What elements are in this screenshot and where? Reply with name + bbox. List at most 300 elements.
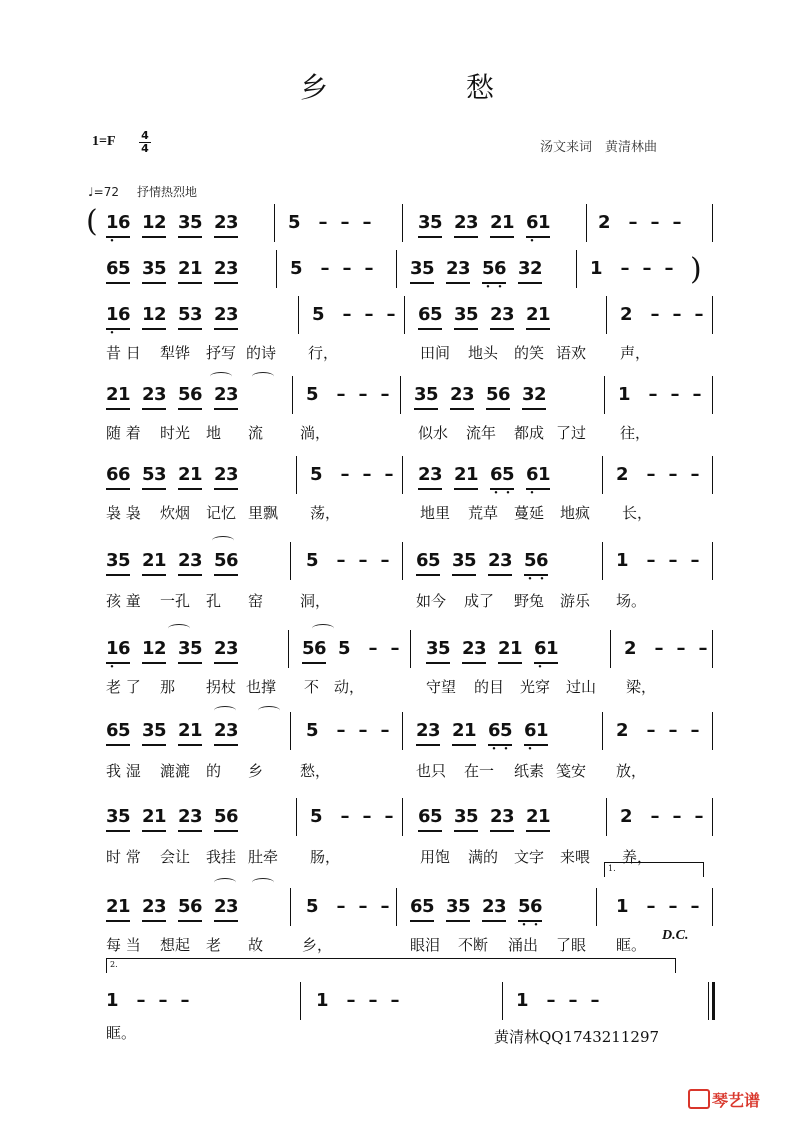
note: 6 [418, 304, 431, 325]
note: 5 [430, 212, 443, 233]
note-group [106, 212, 130, 234]
dash: – [690, 896, 700, 917]
lyric: 炊烟 [160, 504, 191, 522]
note: 2 [142, 896, 155, 917]
tempo-value: ♩=72 [88, 185, 119, 199]
note: 2 [446, 258, 459, 279]
dash: – [646, 550, 656, 571]
note-group [490, 464, 514, 486]
dash: – [340, 464, 350, 485]
dash: – [336, 720, 346, 741]
lyric: 故 [248, 936, 264, 954]
measure [306, 550, 396, 572]
lyric: 会让 [160, 848, 191, 866]
note-group [498, 638, 522, 660]
dash: – [590, 990, 600, 1011]
dash: – [380, 384, 390, 405]
measure [620, 806, 710, 828]
note: 3 [454, 806, 467, 827]
note-group [310, 806, 322, 828]
volta-second-ending: 2. [106, 958, 676, 973]
note-group [454, 304, 478, 326]
lyric: 往， [620, 424, 651, 442]
note: 2 [616, 720, 629, 741]
note-group [522, 384, 546, 406]
dash: – [362, 212, 372, 233]
note: 1 [618, 384, 631, 405]
dash: – [368, 638, 378, 659]
barline [276, 250, 277, 288]
lyric: 放， [616, 762, 647, 780]
measure [106, 638, 250, 660]
slur [214, 706, 236, 715]
lyric: 乡， [302, 936, 333, 954]
barline [712, 296, 713, 334]
lyric: 孔 [206, 592, 222, 610]
lyric: 也撑 [246, 678, 277, 696]
note: 6 [416, 550, 429, 571]
note: 5 [430, 304, 443, 325]
note: 5 [118, 806, 131, 827]
note: 2 [214, 638, 227, 659]
slur [168, 624, 190, 633]
lyric: 纸素 [514, 762, 545, 780]
barline [712, 798, 713, 836]
note-group [338, 638, 350, 660]
note: 1 [616, 550, 629, 571]
note: 2 [616, 464, 629, 485]
note: 1 [538, 304, 551, 325]
note: 2 [154, 304, 167, 325]
note-group [488, 550, 512, 572]
note: 6 [190, 896, 203, 917]
note-group [178, 550, 202, 572]
note: 2 [142, 550, 155, 571]
page-title [0, 66, 792, 106]
dash: – [676, 638, 686, 659]
lyric: 守望 [426, 678, 457, 696]
lyric: 也只 [416, 762, 447, 780]
note-group [214, 638, 238, 660]
note-group [524, 550, 548, 572]
note: 2 [178, 806, 191, 827]
lyric: 野兔 [514, 592, 545, 610]
note: 1 [516, 990, 529, 1011]
lyric: 用饱 [420, 848, 451, 866]
dash: – [380, 720, 390, 741]
note-group [106, 990, 118, 1012]
note-group [616, 720, 628, 742]
note: 3 [418, 212, 431, 233]
note-group [310, 464, 322, 486]
note: 5 [190, 638, 203, 659]
note-group [178, 212, 202, 234]
note-group [290, 258, 302, 280]
title-char: 愁 [466, 71, 495, 104]
measure [106, 384, 250, 406]
dash: – [694, 304, 704, 325]
note: 6 • [490, 464, 502, 486]
note-group [616, 550, 628, 572]
dash: – [690, 550, 700, 571]
note-group [302, 638, 326, 660]
barline [300, 982, 301, 1020]
measure [616, 464, 706, 486]
barline [402, 712, 403, 750]
dash: – [364, 258, 374, 279]
measure [106, 258, 250, 280]
note: 5 [310, 464, 323, 485]
paren-close: ) [690, 252, 702, 287]
lyric: 一孔 [160, 592, 191, 610]
note: 2 [490, 806, 503, 827]
note: 5 [310, 806, 323, 827]
score-row [0, 258, 792, 306]
note-group [620, 806, 632, 828]
note: 2 [142, 806, 155, 827]
lyric: 游乐 [560, 592, 591, 610]
lyric: 孩 童 [106, 592, 141, 610]
barline [712, 456, 713, 494]
barline [290, 542, 291, 580]
measure [616, 550, 706, 572]
note: 5 [178, 896, 191, 917]
note-group [454, 464, 478, 486]
note: 6 • [488, 720, 500, 742]
barline [712, 376, 713, 414]
note-group [214, 212, 238, 234]
lyric: 不断 [458, 936, 489, 954]
note: 1 [538, 464, 551, 485]
barline [586, 204, 587, 242]
note: 2 [450, 384, 463, 405]
note: 5 [486, 384, 499, 405]
note: 2 [106, 896, 119, 917]
note-group [490, 304, 514, 326]
lyric: 的诗 [246, 344, 277, 362]
dash: – [668, 550, 678, 571]
dash: – [672, 806, 682, 827]
note: 2 [620, 806, 633, 827]
note: 3 [154, 384, 167, 405]
measure [590, 258, 680, 280]
lyric: 我 湿 [106, 762, 141, 780]
measure [310, 464, 400, 486]
note: 5 [178, 304, 191, 325]
note: 2 [214, 384, 227, 405]
note-group [482, 896, 506, 918]
lyric: 肠， [310, 848, 341, 866]
note: 2 [214, 212, 227, 233]
lyric: 的笑 [514, 344, 545, 362]
expression-marking: 抒情热烈地 [136, 185, 197, 199]
note: 3 [446, 896, 459, 917]
note-group [452, 720, 476, 742]
note-group [142, 806, 166, 828]
measure [616, 720, 706, 742]
lyric: 满的 [468, 848, 499, 866]
measure [306, 384, 396, 406]
note-group [410, 258, 434, 280]
note: 5 • [500, 720, 512, 742]
lyric: 的 [206, 762, 222, 780]
note: 5 • [524, 550, 536, 572]
measure [418, 806, 562, 828]
note: 6 [314, 638, 327, 659]
dash: – [646, 464, 656, 485]
lyric: 昔 日 [106, 344, 141, 362]
note: 5 [214, 550, 227, 571]
measure [302, 638, 406, 660]
note: 1 [142, 212, 155, 233]
note: 1 [538, 212, 551, 233]
note-group [446, 258, 470, 280]
note: 6 • [534, 638, 546, 660]
note: 5 [312, 304, 325, 325]
lyric: 了眼 [556, 936, 587, 954]
dash: – [362, 464, 372, 485]
lyric: 地疯 [560, 504, 591, 522]
note: 5 [302, 638, 315, 659]
title-char: 乡 [300, 71, 329, 104]
measure [288, 212, 378, 234]
note: 5 [118, 258, 131, 279]
note-group [518, 896, 542, 918]
dash: – [568, 990, 578, 1011]
measure [410, 896, 554, 918]
note: 3 [226, 212, 239, 233]
measure [624, 638, 714, 660]
note-group [418, 212, 442, 234]
note-group [416, 550, 440, 572]
barline [404, 296, 405, 334]
note-group [488, 720, 512, 742]
note: 1 [154, 806, 167, 827]
note: 3 [226, 384, 239, 405]
barline [274, 204, 275, 242]
note: 2 [214, 464, 227, 485]
barline [602, 542, 603, 580]
note: 3 [190, 304, 203, 325]
note: 2 [214, 304, 227, 325]
measure [106, 550, 250, 572]
note-group [142, 550, 166, 572]
dash: – [670, 384, 680, 405]
note-group [214, 550, 238, 572]
note-group [178, 896, 202, 918]
note-group [214, 806, 238, 828]
dash: – [368, 990, 378, 1011]
measure [418, 212, 562, 234]
measure [106, 304, 250, 326]
note-group [518, 258, 542, 280]
note: 2 [452, 720, 465, 741]
note: 3 [142, 258, 155, 279]
slur [210, 372, 232, 381]
note: 3 [106, 806, 119, 827]
lyric: 眶。 [616, 936, 647, 954]
barline [602, 712, 603, 750]
lyric: 随 着 [106, 424, 141, 442]
barline [402, 542, 403, 580]
note-group [418, 304, 442, 326]
note: 6 • [494, 258, 506, 280]
dash: – [390, 638, 400, 659]
lyric: 在一 [464, 762, 495, 780]
measure [106, 990, 196, 1012]
note-group [214, 896, 238, 918]
note: 5 [118, 720, 131, 741]
note: 5 [118, 550, 131, 571]
barline [712, 542, 713, 580]
dash: – [158, 990, 168, 1011]
note-group [416, 720, 440, 742]
lyric: 光穿 [520, 678, 551, 696]
lyric: 涌出 [508, 936, 539, 954]
note: 5 [438, 638, 451, 659]
note-group [106, 896, 130, 918]
note-group [106, 304, 130, 326]
dash: – [698, 638, 708, 659]
note: 5 [190, 212, 203, 233]
lyric: 窑 [248, 592, 264, 610]
measure [414, 384, 558, 406]
note-group [106, 464, 130, 486]
lyric: 眼泪 [410, 936, 441, 954]
lyric: 语欢 [556, 344, 587, 362]
note: 5 [154, 720, 167, 741]
note: 6 • [530, 896, 542, 918]
note: 2 [620, 304, 633, 325]
note: 3 [518, 258, 531, 279]
note: 6 • [524, 720, 536, 742]
arranger-signature: 黄清林QQ1743211297 [494, 1028, 660, 1046]
lyric: 过山 [566, 678, 597, 696]
note-group [620, 304, 632, 326]
note: 3 [190, 550, 203, 571]
slur [252, 372, 274, 381]
note-group [106, 720, 130, 742]
dash: – [692, 384, 702, 405]
slur [252, 878, 274, 887]
note: 2 [416, 720, 429, 741]
barline [576, 250, 577, 288]
lyric: 时 常 [106, 848, 141, 866]
note-group [306, 550, 318, 572]
note: 2 [534, 384, 547, 405]
note: 1 [536, 720, 549, 741]
barline [712, 204, 713, 242]
lyric: 流年 [466, 424, 497, 442]
note-group [178, 464, 202, 486]
dash: – [358, 896, 368, 917]
barline [402, 456, 403, 494]
dash: – [642, 258, 652, 279]
note: 6 [106, 258, 119, 279]
barline [290, 888, 291, 926]
lyric: 梁， [626, 678, 657, 696]
lyric: 地头 [468, 344, 499, 362]
note: 3 [226, 304, 239, 325]
lyric: 田间 [420, 344, 451, 362]
note: 6 [106, 464, 119, 485]
note: 2 [214, 720, 227, 741]
note: 3 [454, 304, 467, 325]
dash: – [318, 212, 328, 233]
note-group [450, 384, 474, 406]
note: 5 [154, 258, 167, 279]
note: 2 [462, 638, 475, 659]
lyric: 似水 [418, 424, 449, 442]
dash: – [380, 550, 390, 571]
dash: – [384, 806, 394, 827]
barline [298, 296, 299, 334]
time-top: 4 [141, 129, 149, 142]
lyric: 来喂 [560, 848, 591, 866]
lyric: 漉漉 [160, 762, 191, 780]
dash: – [180, 990, 190, 1011]
note-group [142, 638, 166, 660]
lyric: 眶。 [106, 1024, 137, 1042]
note: 3 [178, 212, 191, 233]
note: 5 [466, 806, 479, 827]
note-group [306, 720, 318, 742]
barline [602, 456, 603, 494]
note: 6 [118, 638, 131, 659]
lyric: 地里 [420, 504, 451, 522]
dash: – [358, 550, 368, 571]
note: 6 [226, 806, 239, 827]
measure [426, 638, 570, 660]
note-group [178, 638, 202, 660]
note: 2 [418, 464, 431, 485]
note: 3 [522, 384, 535, 405]
measure [620, 304, 710, 326]
note: 6 • [526, 212, 538, 234]
note: 5 [430, 806, 443, 827]
dash: – [358, 720, 368, 741]
note: 3 [426, 638, 439, 659]
note: 3 [502, 304, 515, 325]
note: 2 [490, 212, 503, 233]
note: 1 • [106, 638, 118, 660]
note-group [142, 212, 166, 234]
note-group [214, 464, 238, 486]
lyric: 场。 [616, 592, 647, 610]
note: 5 [142, 464, 155, 485]
dash: – [342, 258, 352, 279]
dash: – [362, 806, 372, 827]
note-group [288, 212, 300, 234]
barline [402, 798, 403, 836]
note: 1 [464, 720, 477, 741]
lyric: 长， [622, 504, 653, 522]
lyric: 行， [308, 344, 339, 362]
note-group [418, 806, 442, 828]
dash: – [650, 304, 660, 325]
note-group [524, 720, 548, 742]
time-signature [139, 130, 151, 155]
note: 6 [118, 464, 131, 485]
measure [306, 720, 396, 742]
barline [410, 630, 411, 668]
lyric: 袅 袅 [106, 504, 141, 522]
note: 3 [154, 464, 167, 485]
site-logo [688, 1088, 760, 1111]
barline [708, 982, 709, 1020]
note: 5 [306, 384, 319, 405]
note: 5 [214, 806, 227, 827]
